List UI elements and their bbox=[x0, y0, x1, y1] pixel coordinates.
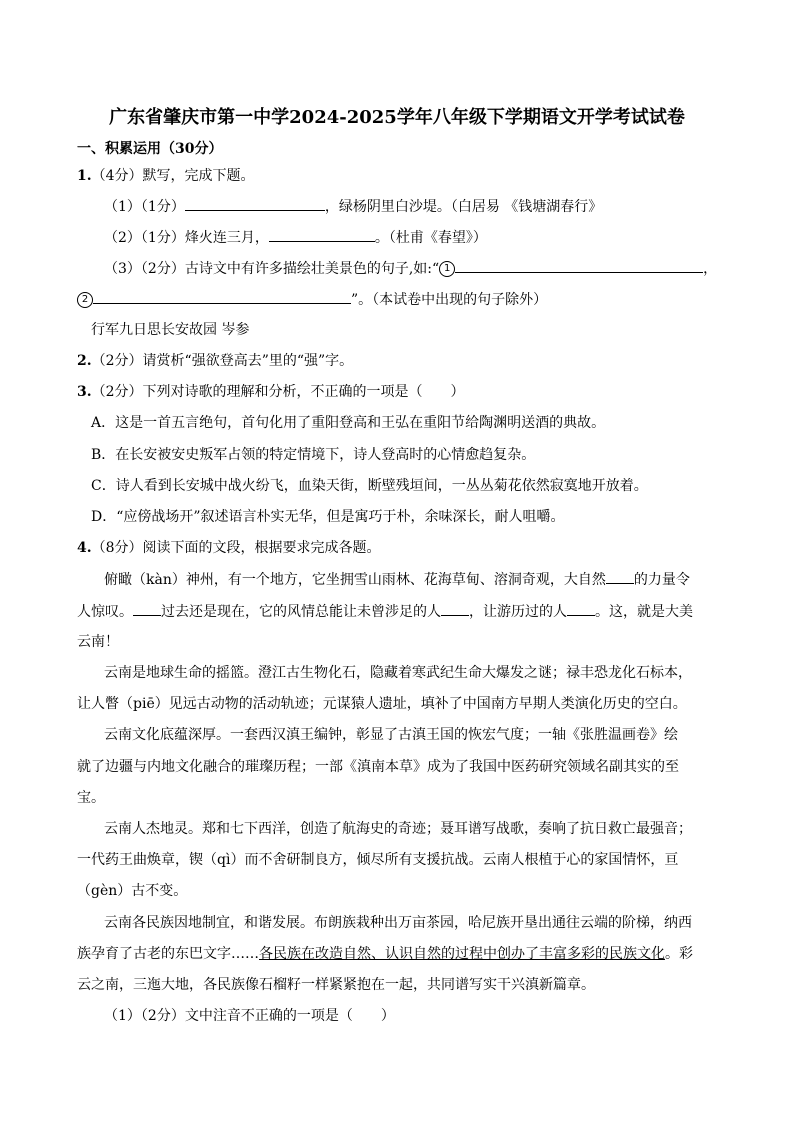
passage-line: 一代药王曲焕章，锲（qì）而不舍研制良方，倾尽所有支援抗战。云南人根植于心的家国情怀，亘 bbox=[77, 852, 679, 868]
option-b[interactable]: B．在长安被安史叛军占领的特定情境下，诗人登高时的心情愈趋复杂。 bbox=[91, 447, 536, 463]
passage-text: 族孕育了古老的东巴文字…… bbox=[77, 946, 259, 962]
question-1-stem bbox=[77, 166, 727, 186]
passage-line: 云南！ bbox=[77, 634, 119, 650]
answer-blank[interactable] bbox=[93, 289, 351, 304]
question-text: （4分）默写，完成下题。 bbox=[91, 168, 255, 184]
question-text: （2分）下列对诗歌的理解和分析，不正确的一项是（ ） bbox=[91, 384, 465, 400]
passage-line: 云南各民族因地制宜，和谐发展。布朗族栽种出万亩茶园，哈尼族开垦出通往云端的阶梯，纳西 bbox=[104, 915, 692, 931]
passage-line: 让人瞥（piē）见远古动物的活动轨迹；元谋猿人遗址，填补了中国南方早期人类演化历史的空白。 bbox=[77, 696, 687, 712]
sub-label: （1）（1分） bbox=[104, 199, 185, 215]
sub-text: ，绿杨阴里白沙堤。（白居易 《钱塘湖春行》 bbox=[324, 199, 603, 215]
answer-blank[interactable] bbox=[455, 258, 703, 273]
passage-line bbox=[77, 601, 727, 622]
question-number: 4. bbox=[77, 540, 92, 556]
poem-title: 行军九日思长安故园 岑参 bbox=[91, 322, 250, 338]
question-number: 2. bbox=[77, 353, 92, 369]
section-heading: 一、积累运用（30分） bbox=[77, 141, 223, 157]
option-c[interactable]: C．诗人看到长安城中战火纷飞，血染天街，断壁残垣间，一丛丛菊花依然寂寞地开放着。 bbox=[91, 478, 648, 494]
question-number: 1. bbox=[77, 168, 92, 184]
question-1-sub-3 bbox=[104, 258, 734, 279]
answer-blank[interactable] bbox=[269, 227, 375, 242]
passage-line: 就了边疆与内地文化融合的璀璨历程；一部《滇南本草》成为了我国中医药研究领域名副其实的至 bbox=[77, 759, 679, 775]
question-1-sub-2 bbox=[104, 227, 754, 248]
underlined-sentence: 各民族在改造自然、认识自然的过程中创办了丰富多彩的民族文化 bbox=[259, 946, 665, 962]
question-1-sub-1 bbox=[104, 196, 754, 217]
question-4-stem bbox=[77, 538, 727, 558]
sub-label: （2）（1分）烽火连三月， bbox=[104, 230, 269, 246]
question-text: （8分）阅读下面的文段，根据要求完成各题。 bbox=[91, 540, 381, 556]
question-4-sub-1: （1）（2分）文中注音不正确的一项是（ ） bbox=[104, 1008, 395, 1024]
passage-line: 云南是地球生命的摇篮。澄江古生物化石，隐藏着寒武纪生命大爆发之谜；禄丰恐龙化石标本， bbox=[104, 665, 692, 681]
sub-label: （3）（2分）古诗文中有许多描绘壮美景色的句子,如:“ bbox=[104, 261, 440, 277]
sub-text: ， bbox=[703, 261, 718, 277]
passage-text: 过去还是现在，它的风情总能让未曾涉足的人 bbox=[161, 604, 441, 620]
passage-text: 。这，就是大美 bbox=[595, 604, 693, 620]
passage-line: 云南文化底蕴深厚。一套西汉滇王编钟，彰显了古滇王国的恢宏气度；一轴《张胜温画卷》绘 bbox=[104, 727, 678, 743]
answer-blank[interactable] bbox=[185, 196, 325, 211]
passage-text: 俯瞰（kàn）神州，有一个地方，它坐拥雪山雨林、花海草甸、溶洞奇观，大自然 bbox=[104, 572, 606, 588]
question-2 bbox=[77, 351, 727, 371]
answer-blank[interactable] bbox=[441, 601, 469, 616]
passage-text: 人惊叹。 bbox=[77, 604, 133, 620]
passage-text: 的力量令 bbox=[633, 572, 690, 588]
passage-line: 云南人杰地灵。郑和七下西洋，创造了航海史的奇迹；聂耳谱写战歌，奏响了抗日救亡最强音； bbox=[104, 821, 692, 837]
passage-line: 云之南，三迤大地，各民族像石榴籽一样紧紧抱在一起，共同谱写实干兴滇新篇章。 bbox=[77, 977, 595, 993]
passage-text: ，让游历过的人 bbox=[469, 604, 567, 620]
page-title: 广东省肇庆市第一中学2024-2025学年八年级下学期语文开学考试试卷 bbox=[109, 107, 685, 128]
passage-text: 。彩 bbox=[665, 946, 693, 962]
sub-text: 。（杜甫《春望》） bbox=[374, 230, 487, 246]
circled-number-2: 2 bbox=[77, 292, 93, 308]
option-d[interactable]: D．“应傍战场开”叙述语言朴实无华，但是寓巧于朴，余味深长，耐人咀嚼。 bbox=[91, 509, 565, 525]
passage-line bbox=[104, 569, 724, 590]
passage-line: （gèn）古不变。 bbox=[77, 883, 188, 899]
question-number: 3. bbox=[77, 384, 92, 400]
sub-text: ”。（本试卷中出现的句子除外） bbox=[351, 292, 548, 308]
question-1-sub-3-cont bbox=[77, 289, 727, 310]
question-3-stem bbox=[77, 382, 727, 402]
answer-blank[interactable] bbox=[133, 601, 161, 616]
option-a[interactable]: A．这是一首五言绝句，首句化用了重阳登高和王弘在重阳节给陶渊明送酒的典故。 bbox=[91, 415, 606, 431]
circled-number-1: 1 bbox=[439, 261, 455, 277]
passage-line: 宝。 bbox=[77, 790, 105, 806]
answer-blank[interactable] bbox=[567, 601, 595, 616]
passage-line bbox=[77, 944, 727, 964]
question-text: （2分）请赏析“强欲登高去”里的“强”字。 bbox=[91, 353, 354, 369]
answer-blank[interactable] bbox=[606, 569, 634, 584]
